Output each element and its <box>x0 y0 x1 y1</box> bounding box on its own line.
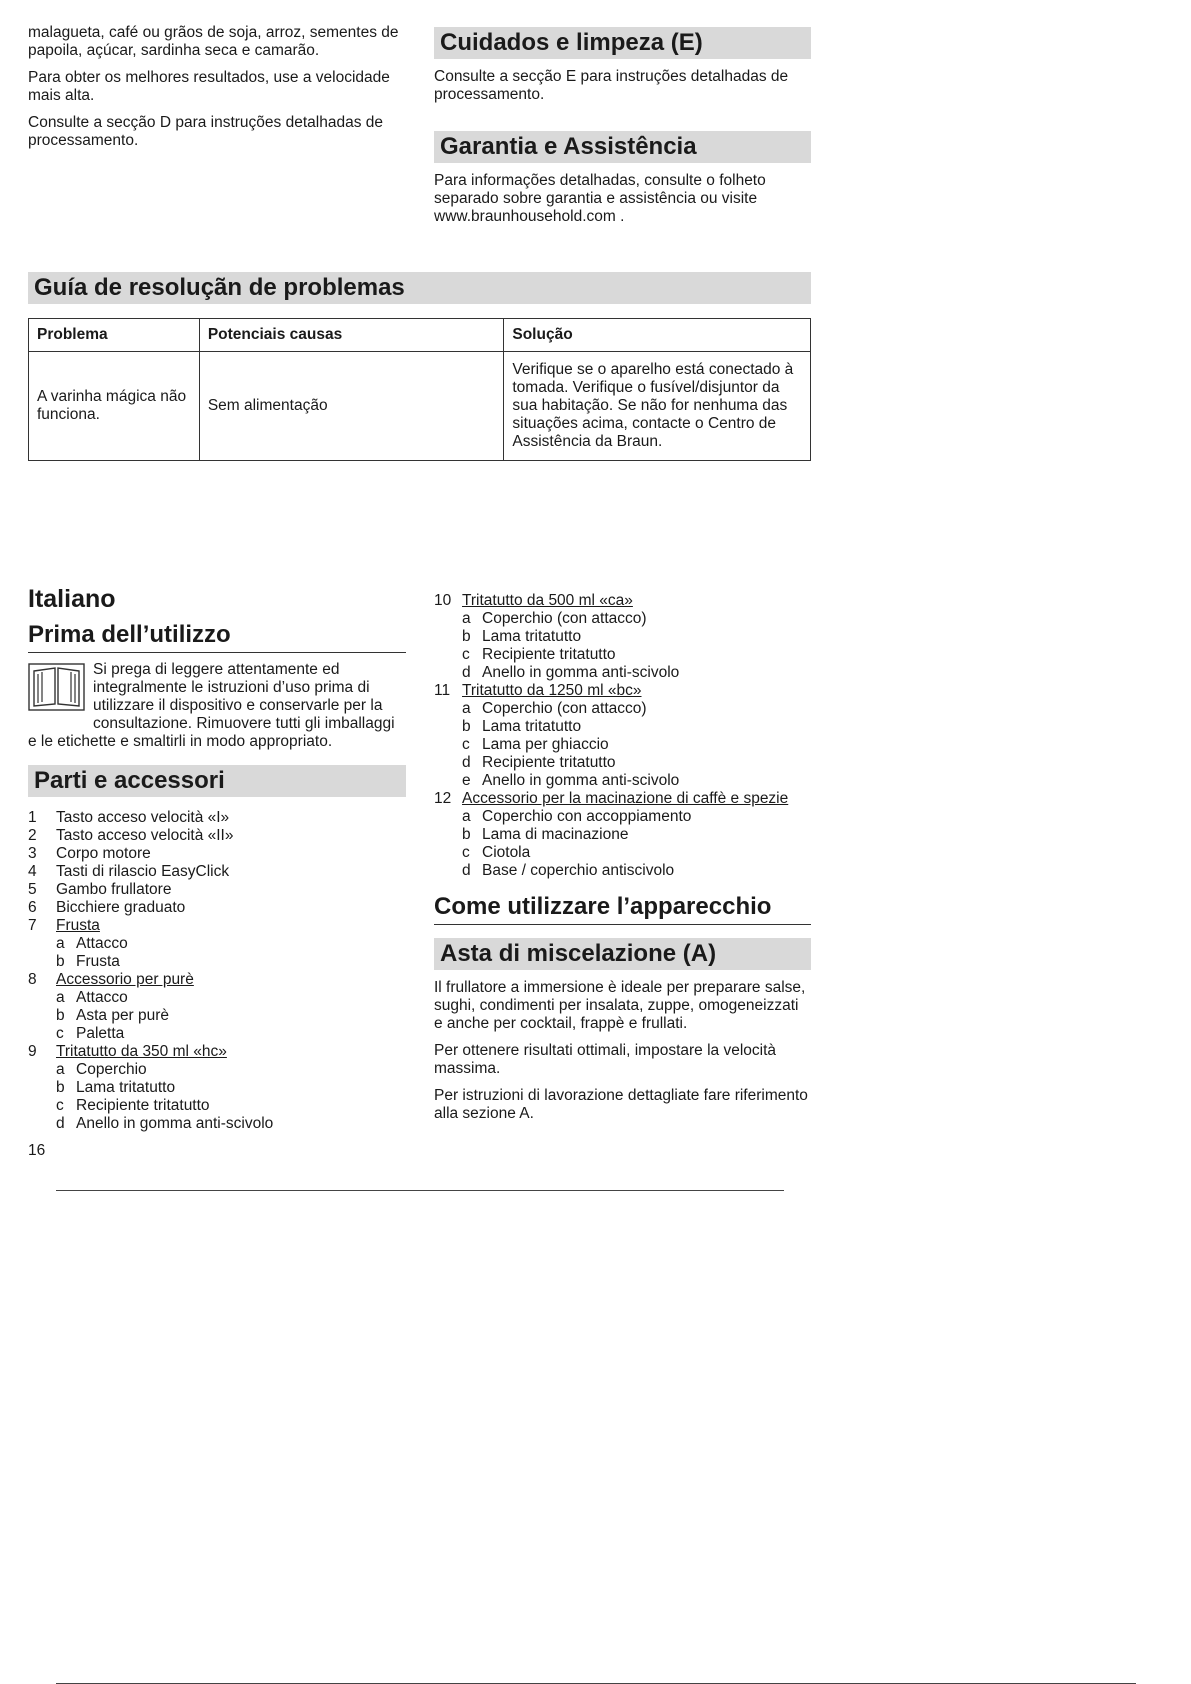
sub-item-letter: c <box>462 844 470 861</box>
sub-item-label: Lama tritatutto <box>76 1079 176 1096</box>
sub-list-item <box>28 1115 406 1133</box>
sub-list-item <box>434 664 811 682</box>
parts-heading: Parti e accessori <box>28 765 406 797</box>
sub-item-letter: c <box>462 646 470 663</box>
sub-list-item <box>28 989 406 1007</box>
how-to-use-paragraph: Per ottenere risultati ottimali, impostare la velocità massima. <box>434 1042 777 1077</box>
warranty-heading: Garantia e Assistência <box>434 131 811 163</box>
sub-item-label: Anello in gomma anti-scivolo <box>482 772 680 789</box>
care-heading: Cuidados e limpeza (E) <box>434 27 811 59</box>
sub-item-letter: c <box>462 736 470 753</box>
sub-item-letter: b <box>56 953 65 970</box>
warranty-section <box>434 131 811 226</box>
sub-list-item <box>28 1025 406 1043</box>
sub-list-item <box>434 808 811 826</box>
list-item <box>28 809 406 827</box>
sub-item-label: Lama tritatutto <box>482 628 582 645</box>
sub-item-letter: d <box>462 754 471 771</box>
item-label: Tasti di rilascio EasyClick <box>56 863 230 880</box>
list-item <box>28 899 406 917</box>
parts-list-right <box>434 592 811 880</box>
list-item <box>28 917 406 935</box>
divider-line <box>56 1190 784 1191</box>
sub-item-label: Coperchio (con attacco) <box>482 700 647 717</box>
item-label: Tritatutto da 1250 ml «bc» <box>462 682 642 699</box>
how-to-use-paragraph: Il frullatore a immersione è ideale per preparare salse, sughi, condimenti per insalata, zuppe, omogeneizzati e anche per cocktail, frappè e frullati. <box>434 979 806 1032</box>
list-item <box>434 682 811 700</box>
column-header: Solução <box>504 319 811 352</box>
item-label: Bicchiere graduato <box>56 899 186 916</box>
item-label: Accessorio per purè <box>56 971 194 988</box>
sub-list-item <box>28 1007 406 1025</box>
item-number: 4 <box>28 863 37 880</box>
sub-item-letter: c <box>56 1097 64 1114</box>
item-number: 8 <box>28 971 37 988</box>
sub-item-letter: b <box>462 628 471 645</box>
sub-list-item <box>434 628 811 646</box>
sub-list-item <box>28 1079 406 1097</box>
sub-list-item <box>434 718 811 736</box>
book-icon <box>28 663 85 716</box>
sub-list-item <box>28 935 406 953</box>
sub-item-letter: a <box>56 935 65 952</box>
sub-item-label: Lama di macinazione <box>482 826 629 843</box>
sub-item-label: Recipiente tritatutto <box>76 1097 210 1114</box>
sub-item-label: Lama per ghiaccio <box>482 736 609 753</box>
item-label: Tasto acceso velocità «II» <box>56 827 234 844</box>
list-item <box>28 863 406 881</box>
list-item <box>28 1043 406 1061</box>
sub-item-letter: b <box>462 718 471 735</box>
table-row <box>29 352 811 461</box>
sub-list-item <box>28 1097 406 1115</box>
sub-item-label: Coperchio (con attacco) <box>482 610 647 627</box>
sub-list-item <box>434 736 811 754</box>
sub-item-label: Coperchio con accoppiamento <box>482 808 692 825</box>
item-label: Tritatutto da 350 ml «hc» <box>56 1043 227 1060</box>
sub-list-item <box>434 772 811 790</box>
before-use-block <box>28 661 406 765</box>
page-number: 16 <box>28 1142 46 1159</box>
before-use-heading: Prima dell’utilizzo <box>28 620 406 653</box>
parts-list-left <box>28 809 406 1133</box>
warranty-text: Para informações detalhadas, consulte o folheto separado sobre garantia e assistência ou visite www.braunhousehold.com . <box>434 172 766 225</box>
item-number: 9 <box>28 1043 37 1060</box>
sub-item-letter: a <box>462 700 471 717</box>
item-label: Accessorio per la macinazione di caffè e spezie <box>462 790 789 807</box>
blender-shaft-heading: Asta di miscelazione (A) <box>434 938 811 970</box>
sub-list-item <box>434 700 811 718</box>
care-text: Consulte a secção E para instruções detalhadas de processamento. <box>434 68 789 103</box>
list-item <box>28 845 406 863</box>
sub-item-label: Anello in gomma anti-scivolo <box>482 664 680 681</box>
sub-item-label: Base / coperchio antiscivolo <box>482 862 675 879</box>
how-to-use-paragraph: Per istruzioni di lavorazione dettagliate fare riferimento alla sezione A. <box>434 1087 808 1122</box>
sub-item-letter: d <box>462 664 471 681</box>
item-label: Tritatutto da 500 ml «ca» <box>462 592 633 609</box>
list-item <box>28 971 406 989</box>
intro-paragraph: Consulte a secção D para instruções detalhadas de processamento. <box>28 114 383 149</box>
sub-item-label: Recipiente tritatutto <box>482 646 616 663</box>
sub-list-item <box>434 844 811 862</box>
sub-item-letter: d <box>462 862 471 879</box>
list-item <box>434 592 811 610</box>
sub-item-letter: b <box>462 826 471 843</box>
care-section <box>434 27 811 104</box>
item-number: 1 <box>28 809 37 826</box>
before-use-text: Si prega di leggere attentamente ed integralmente le istruzioni d’uso prima di utilizzare il dispositivo e conservarle per la consultazione. Rimuovere tutti gli imballaggi e le etichette e smaltirli in modo appropriato. <box>28 661 395 750</box>
item-number: 3 <box>28 845 37 862</box>
intro-paragraph: malagueta, café ou grãos de soja, arroz, sementes de papoila, açúcar, sardinha seca e camarão. <box>28 24 399 59</box>
sub-list-item <box>434 754 811 772</box>
sub-item-label: Ciotola <box>482 844 531 861</box>
item-number: 11 <box>434 682 451 699</box>
sub-item-letter: d <box>56 1115 65 1132</box>
item-number: 2 <box>28 827 37 844</box>
how-to-use-heading: Come utilizzare l’apparecchio <box>434 892 811 925</box>
item-number: 12 <box>434 790 452 807</box>
sub-list-item <box>28 1061 406 1079</box>
item-label: Tasto acceso velocità «I» <box>56 809 230 826</box>
sub-list-item <box>434 646 811 664</box>
sub-item-letter: a <box>56 989 65 1006</box>
column-header: Problema <box>29 319 200 352</box>
sub-list-item <box>434 610 811 628</box>
sub-list-item <box>434 862 811 880</box>
how-to-use-text <box>434 979 811 1123</box>
sub-list-item <box>434 826 811 844</box>
troubleshooting-heading: Guía de resoluçãn de problemas <box>28 272 811 304</box>
sub-item-label: Asta per purè <box>76 1007 170 1024</box>
intro-paragraph: Para obter os melhores resultados, use a velocidade mais alta. <box>28 69 390 104</box>
sub-item-letter: e <box>462 772 471 789</box>
item-label: Corpo motore <box>56 845 151 862</box>
item-number: 5 <box>28 881 37 898</box>
table-header-row <box>29 319 811 352</box>
sub-item-label: Attacco <box>76 935 128 952</box>
item-label: Gambo frullatore <box>56 881 172 898</box>
sub-item-letter: b <box>56 1079 65 1096</box>
item-label: Frusta <box>56 917 100 934</box>
item-number: 7 <box>28 917 37 934</box>
intro-column <box>28 24 406 159</box>
sub-item-label: Recipiente tritatutto <box>482 754 616 771</box>
sub-item-label: Attacco <box>76 989 128 1006</box>
sub-item-label: Paletta <box>76 1025 125 1042</box>
troubleshooting-table <box>28 318 811 461</box>
list-item <box>434 790 811 808</box>
solution-cell: Verifique se o aparelho está conectado à tomada. Verifique o fusível/disjuntor da sua habitação. Se não for nenhuma das situações acima, contacte o Centro de Assistência da Braun. <box>504 352 811 461</box>
sub-item-letter: b <box>56 1007 65 1024</box>
italian-right-column <box>434 592 811 1132</box>
problem-cell: A varinha mágica não funciona. <box>29 352 200 461</box>
sub-item-letter: c <box>56 1025 64 1042</box>
list-item <box>28 881 406 899</box>
item-number: 6 <box>28 899 37 916</box>
sub-item-label: Frusta <box>76 953 120 970</box>
cause-cell: Sem alimentação <box>199 352 504 461</box>
sub-item-label: Lama tritatutto <box>482 718 582 735</box>
column-header: Potenciais causas <box>199 319 504 352</box>
sub-item-letter: a <box>56 1061 65 1078</box>
item-number: 10 <box>434 592 452 609</box>
sub-item-letter: a <box>462 808 471 825</box>
sub-list-item <box>28 953 406 971</box>
language-title: Italiano <box>28 585 116 613</box>
sub-item-label: Coperchio <box>76 1061 147 1078</box>
sub-item-label: Anello in gomma anti-scivolo <box>76 1115 274 1132</box>
sub-item-letter: a <box>462 610 471 627</box>
list-item <box>28 827 406 845</box>
italian-left-column <box>28 584 406 1160</box>
